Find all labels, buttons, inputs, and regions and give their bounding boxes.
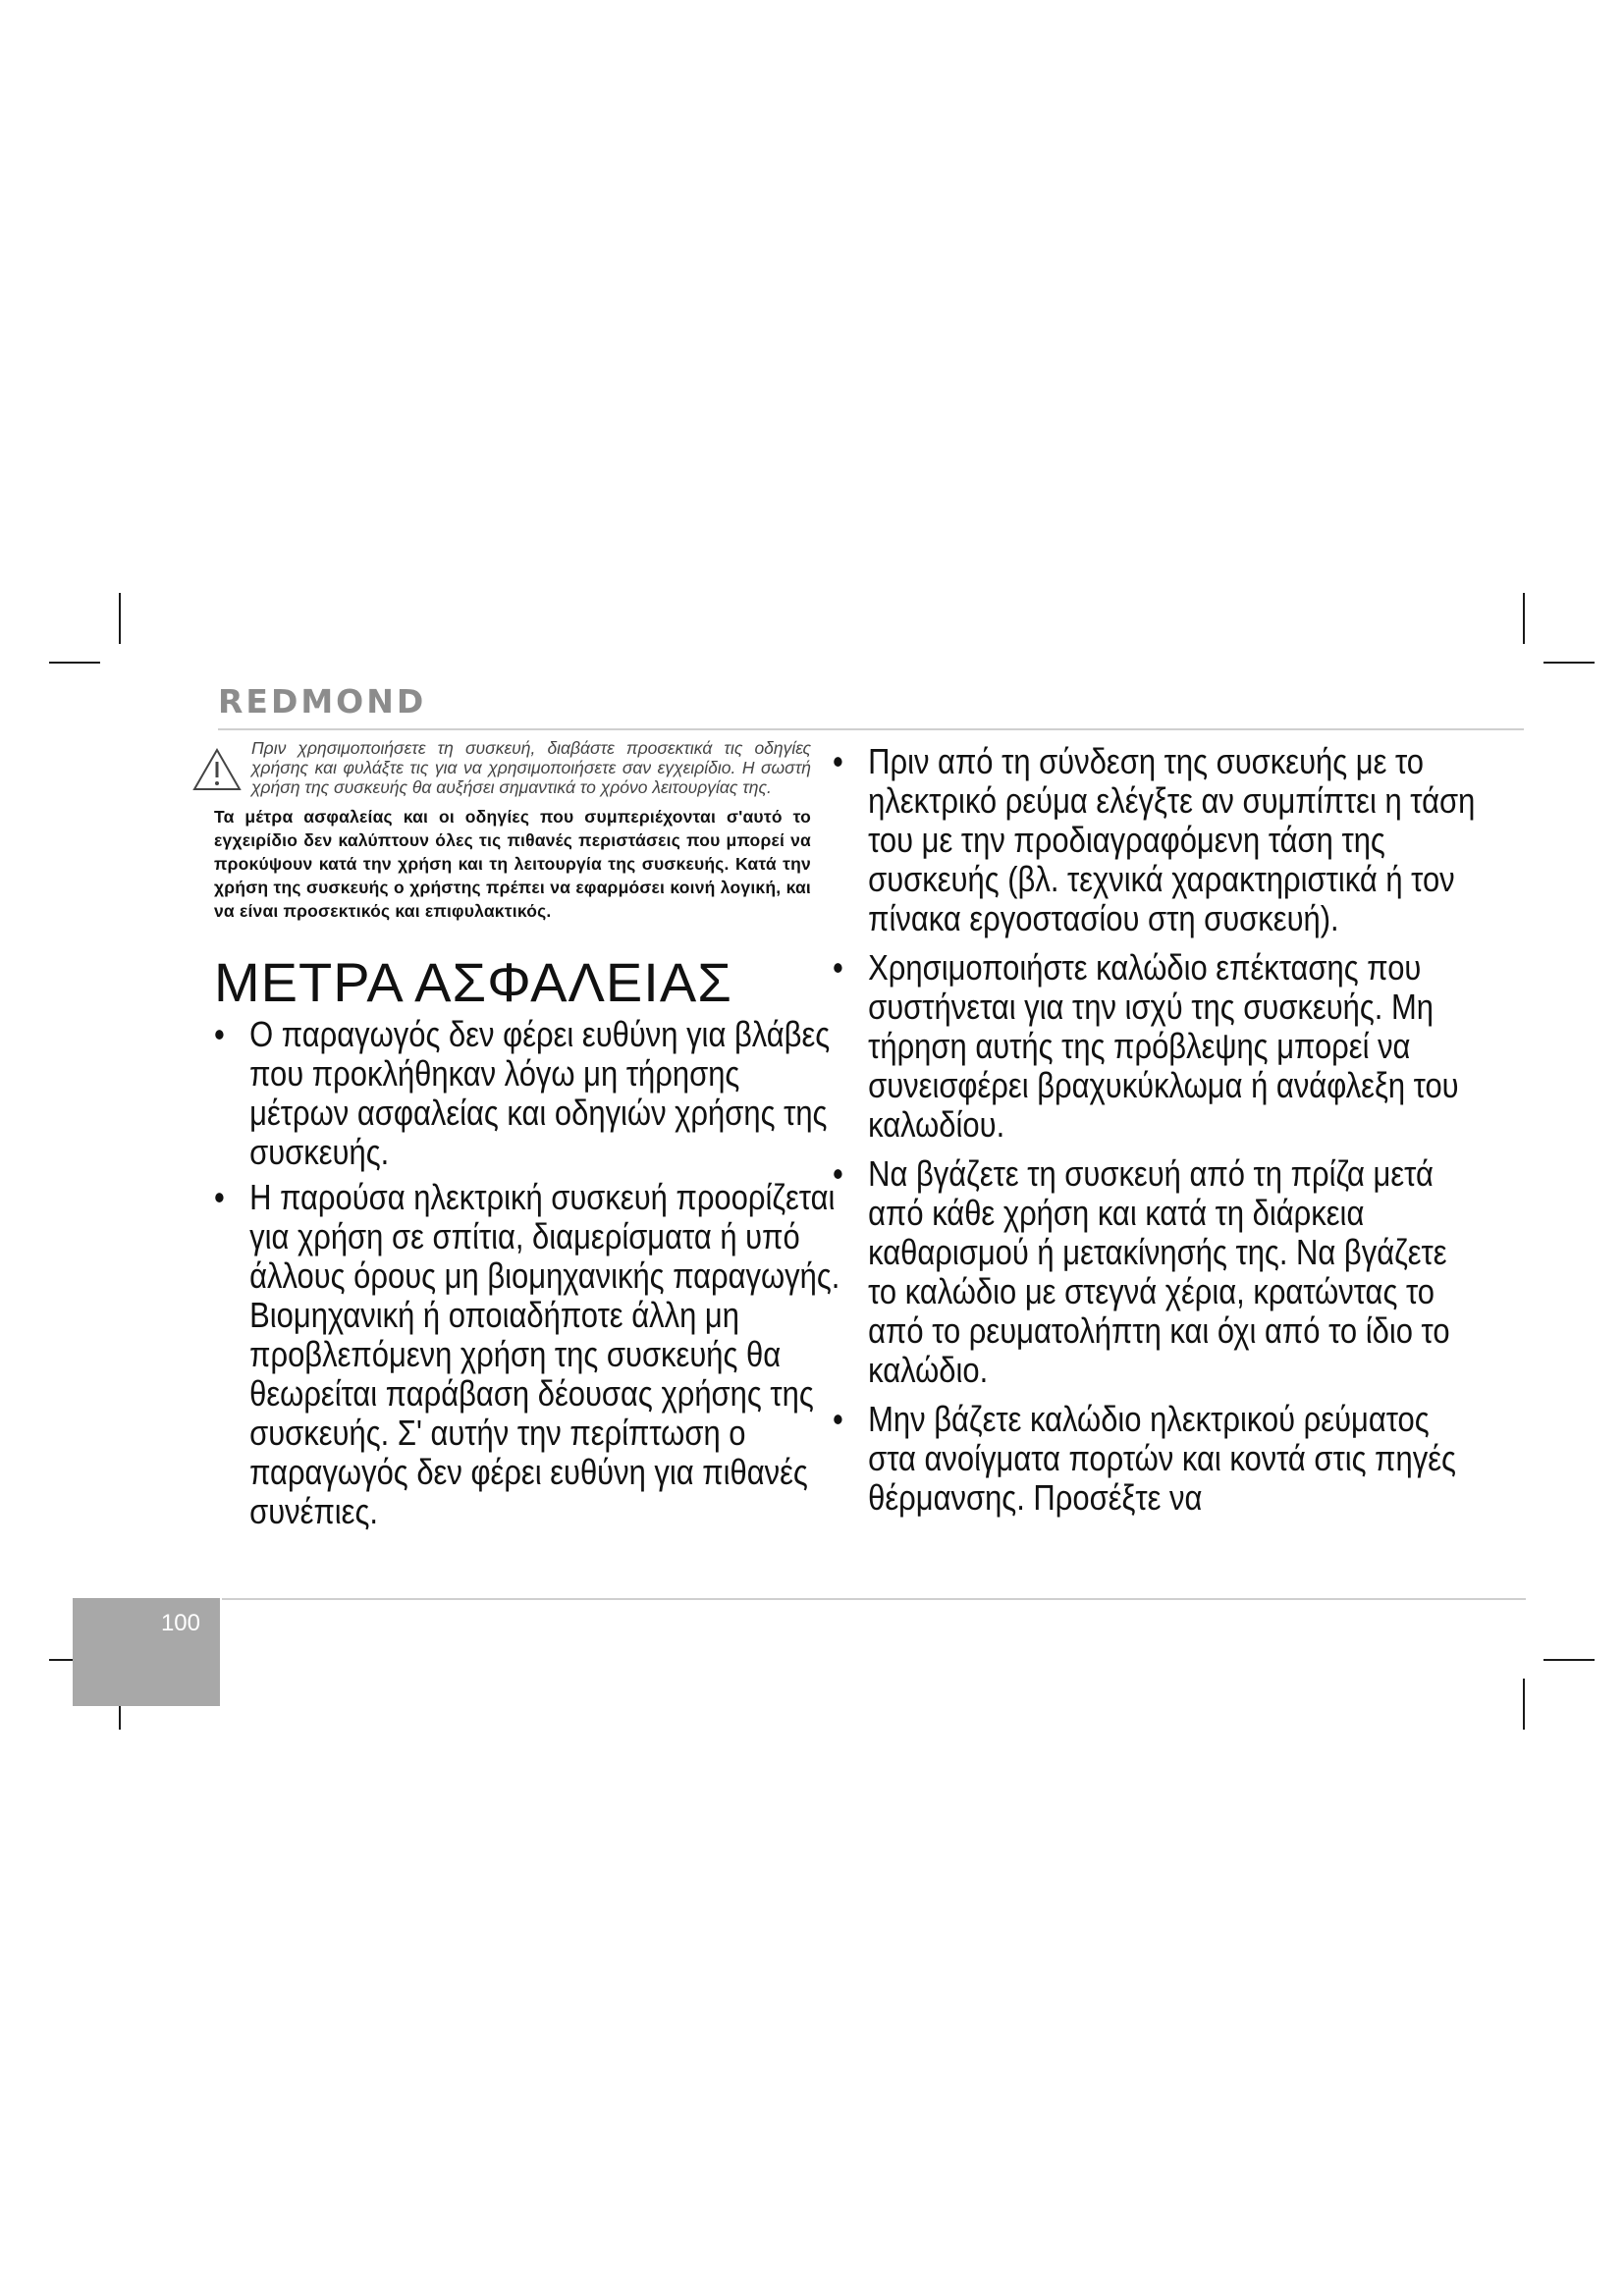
- crop-mark: [119, 593, 121, 644]
- footer-rule: [222, 1598, 1526, 1600]
- crop-mark: [1523, 593, 1525, 644]
- safety-notice: Τα μέτρα ασφαλείας και οι οδηγίες που συμπεριέχονται σ'αυτό το εγχειρίδιο δεν καλύπτουν όλες τις πιθανές περιστάσεις που μπορεί να προκύψουν κατά την χρήση και τη λειτουργία της συσκευής. Κατά την χρήση της συσκευής ο χρήστης πρέπει να εφαρμόσει κοινή λογική, και να είναι προσεκτικός και επιφυλακτικός.: [214, 807, 811, 921]
- bullet-icon: •: [214, 1014, 225, 1054]
- bullet-icon: •: [833, 947, 843, 988]
- list-item-text: Ο παραγωγός δεν φέρει ευθύνη για βλάβες που προκλήθηκαν λόγω μη τήρησης μέτρων ασφαλείας και οδηγιών χρήσης της συσκευής.: [249, 1014, 831, 1172]
- right-bullet-list: [833, 741, 1476, 1518]
- list-item-text: Μην βάζετε καλώδιο ηλεκτρικού ρεύματος στα ανοίγματα πορτών και κοντά στις πηγές θέρμανσης. Προσέξτε να: [868, 1399, 1456, 1518]
- bullet-icon: •: [833, 741, 843, 781]
- right-column: [833, 741, 1476, 1527]
- list-item: [214, 1015, 845, 1172]
- crop-mark: [1543, 662, 1595, 664]
- list-item: [214, 1178, 845, 1531]
- list-item: [833, 742, 1476, 938]
- left-bullet-list: [214, 1014, 840, 1531]
- left-column: [192, 738, 840, 1537]
- header-rule: [218, 728, 1524, 730]
- crop-mark: [1543, 1659, 1595, 1661]
- section-heading: ΜΕΤΡΑ ΑΣΦΑΛΕΙΑΣ: [214, 951, 732, 1013]
- crop-mark: [49, 662, 100, 664]
- page-number-box: [73, 1598, 220, 1706]
- intro-text: Πριν χρησιμοποιήσετε τη συσκευή, διαβάστε προσεκτικά τις οδηγίες χρήσης και φυλάξτε τις για να χρησιμοποιήσετε σαν εγχειρίδιο. Η σωστή χρήση της συσκευής θα αυξήσει σημαντικά το χρόνο λειτουργίας της.: [251, 738, 811, 797]
- list-item: [833, 1400, 1476, 1518]
- brand-logo: REDMOND: [218, 682, 427, 721]
- list-item: [833, 948, 1476, 1145]
- list-item-text: Χρησιμοποιήστε καλώδιο επέκτασης που συστήνεται για την ισχύ της συσκευής. Μη τήρηση αυτής της πρόβλεψης μπορεί να συνεισφέρει βραχυκύκλωμα ή ανάφλεξη του καλωδίου.: [868, 947, 1459, 1145]
- intro-note: [192, 738, 811, 797]
- bullet-icon: •: [833, 1399, 843, 1439]
- list-item: [833, 1154, 1476, 1390]
- warning-triangle-icon: [192, 748, 242, 791]
- bullet-icon: •: [214, 1177, 225, 1217]
- list-item-text: Να βγάζετε τη συσκευή από τη πρίζα μετά από κάθε χρήση και κατά τη διάρκεια καθαρισμού ή μετακίνησής της. Να βγάζετε το καλώδιο με στεγνά χέρια, κρατώντας το από το ρευματολήπτη και όχι από το ίδιο το καλώδιο.: [868, 1153, 1450, 1390]
- page-number: 100: [160, 1610, 200, 1636]
- list-item-text: Η παρούσα ηλεκτρική συσκευή προορίζεται για χρήση σε σπίτια, διαμερίσματα ή υπό άλλους όρους μη βιομηχανικής παραγωγής. Βιομηχανική ή οποιαδήποτε άλλη μη προβλεπόμενη χρήση της συσκευής θα θεωρείται παράβαση δέουσας χρήσης της συσκευής. Σ' αυτήν την περίπτωση ο παραγωγός δεν φέρει ευθύνη για πιθανές συνέπιες.: [249, 1177, 840, 1531]
- list-item-text: Πριν από τη σύνδεση της συσκευής με το ηλεκτρικό ρεύμα ελέγξτε αν συμπίπτει η τάση του με την προδιαγραφόμενη τάση της συσκευής (βλ. τεχνικά χαρακτηριστικά ή τον πίνακα εργοστασίου στη συσκευή).: [868, 741, 1476, 938]
- crop-mark: [1523, 1679, 1525, 1730]
- bullet-icon: •: [833, 1153, 843, 1194]
